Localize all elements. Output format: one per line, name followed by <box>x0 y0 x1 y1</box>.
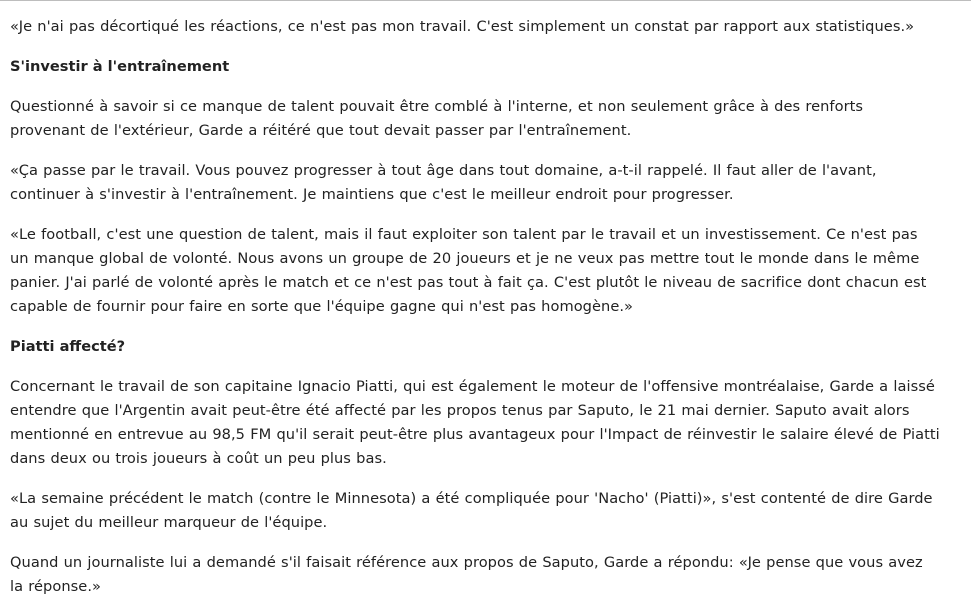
article-paragraph-quote-football: «Le football, c'est une question de talent, mais il faut exploiter son talent par le travail et un investissement. Ce n'est pas un manque global de volonté. Nous avons un groupe de 20 joueurs et je ne veux pas mettre tout le monde dans le même panier. J'ai parlé de volonté après le match et ce n'est pas tout à fait ça. C'est plutôt le niveau de sacrifice dont chacun est capable de fournir pour faire en sorte que l'équipe gagne qui n'est pas homogène.» <box>10 226 927 315</box>
article-paragraph-journalist-question: Quand un journaliste lui a demandé s'il faisait référence aux propos de Saputo, Garde a répondu: «Je pense que vous avez la réponse.» <box>10 554 923 595</box>
top-divider <box>0 0 971 1</box>
article-paragraph-quote-work: «Ça passe par le travail. Vous pouvez progresser à tout âge dans tout domaine, a-t-il rappelé. Il faut aller de l'avant, continuer à s'investir à l'entraînement. Je maintiens que c'est le meilleur endroit pour progresser. <box>10 162 877 203</box>
article-body <box>10 15 940 615</box>
article-paragraph-piatti-work: Concernant le travail de son capitaine Ignacio Piatti, qui est également le moteur de l'offensive montréalaise, Garde a laissé entendre que l'Argentin avait peut-être été affecté par les propos tenus par Saputo, le 21 mai dernier. Saputo avait alors mentionné en entrevue au 98,5 FM qu'il serait peut-être plus avantageux pour l'Impact de réinvestir le salaire élevé de Piatti dans deux ou trois joueurs à coût un peu plus bas. <box>10 378 940 467</box>
article-paragraph-talent-question: Questionné à savoir si ce manque de talent pouvait être comblé à l'interne, et non seulement grâce à des renforts provenant de l'extérieur, Garde a réitéré que tout devait passer par l'entraînement. <box>10 98 864 139</box>
section-heading-training: S'investir à l'entraînement <box>10 58 230 75</box>
section-heading-piatti: Piatti affecté? <box>10 338 126 355</box>
article-paragraph-quote-nacho: «La semaine précédent le match (contre le Minnesota) a été compliquée pour 'Nacho' (Piatti)», s'est contenté de dire Garde au sujet du meilleur marqueur de l'équipe. <box>10 490 933 531</box>
article-paragraph-quote-statistics: «Je n'ai pas décortiqué les réactions, ce n'est pas mon travail. C'est simplement un constat par rapport aux statistiques.» <box>10 18 915 35</box>
